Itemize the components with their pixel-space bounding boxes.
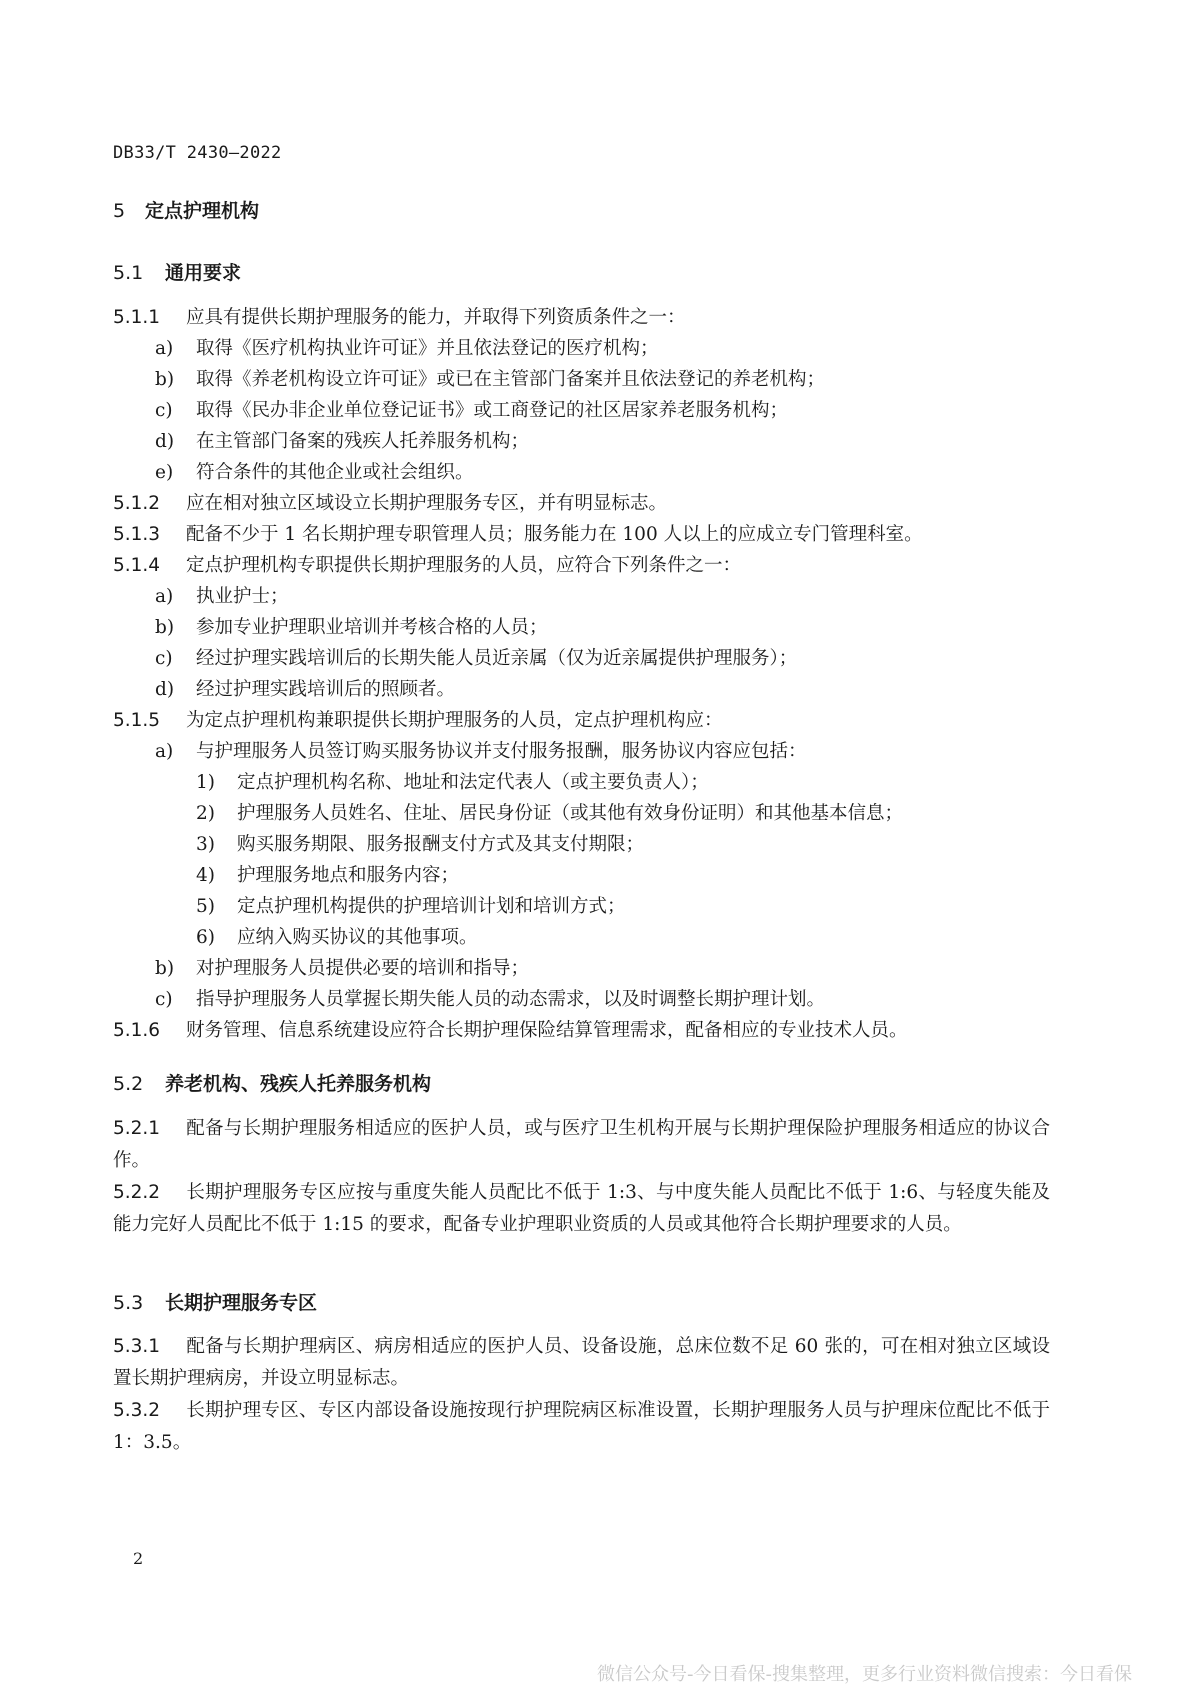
clause-5-1-3 xyxy=(113,519,923,550)
list-text: 经过护理实践培训后的长期失能人员近亲属（仅为近亲属提供护理服务）； xyxy=(196,648,798,669)
clause-5-2-1 xyxy=(113,1113,1050,1177)
list-item xyxy=(155,984,825,1015)
list-text: 取得《养老机构设立许可证》或已在主管部门备案并且依法登记的养老机构； xyxy=(196,369,826,390)
list-item xyxy=(155,643,797,674)
list-text: 与护理服务人员签订购买服务协议并支付服务报酬，服务协议内容应包括： xyxy=(196,741,807,762)
clause-text: 财务管理、信息系统建设应符合长期护理保险结算管理需求，配备相应的专业技术人员。 xyxy=(186,1020,908,1041)
clause-number: 5.1.1 xyxy=(113,307,161,328)
list-text: 护理服务人员姓名、住址、居民身份证（或其他有效身份证明）和其他基本信息； xyxy=(237,803,904,824)
sub-list-item xyxy=(196,891,626,922)
list-text: 符合条件的其他企业或社会组织。 xyxy=(196,462,474,483)
section-number: 5.1 xyxy=(113,262,144,284)
list-marker: a) xyxy=(155,741,174,762)
list-marker: 4) xyxy=(196,865,215,886)
clause-5-3-1 xyxy=(113,1331,1050,1395)
list-marker: a) xyxy=(155,586,174,607)
sub-list-item xyxy=(196,767,709,798)
list-item xyxy=(155,457,474,488)
sub-list-item xyxy=(196,860,459,891)
section-title: 长期护理服务专区 xyxy=(165,1292,318,1314)
clause-5-1-5 xyxy=(113,705,723,736)
section-number: 5.3 xyxy=(113,1292,144,1314)
clause-5-1-1 xyxy=(113,302,686,333)
clause-number: 5.1.2 xyxy=(113,493,161,514)
page-number: 2 xyxy=(133,1549,144,1568)
list-text: 定点护理机构提供的护理培训计划和培训方式； xyxy=(237,896,626,917)
clause-text: 应具有提供长期护理服务的能力，并取得下列资质条件之一： xyxy=(186,307,686,328)
clause-number: 5.1.5 xyxy=(113,710,161,731)
list-item xyxy=(155,674,455,705)
section-title: 通用要求 xyxy=(165,262,242,284)
section-5-1-heading xyxy=(113,258,241,285)
clause-5-1-4 xyxy=(113,550,741,581)
clause-number: 5.3.2 xyxy=(113,1400,161,1421)
clause-5-2-2 xyxy=(113,1177,1050,1241)
list-marker: 3) xyxy=(196,834,215,855)
clause-5-1-2 xyxy=(113,488,667,519)
list-marker: c) xyxy=(155,648,173,669)
clause-number: 5.1.4 xyxy=(113,555,161,576)
list-text: 取得《民办非企业单位登记证书》或工商登记的社区居家养老服务机构； xyxy=(196,400,789,421)
sub-list-item xyxy=(196,922,478,953)
section-5-2-heading xyxy=(113,1069,431,1096)
list-item xyxy=(155,426,529,457)
clause-text: 长期护理服务专区应按与重度失能人员配比不低于 1:3、与中度失能人员配比不低于 1:6、与轻度失能及能力完好人员配比不低于 1:15 的要求，配备专业护理职业资质的人员或其他符合长期护理要求的人员。 xyxy=(113,1182,1050,1235)
list-item xyxy=(155,581,289,612)
list-text: 定点护理机构名称、地址和法定代表人（或主要负责人）； xyxy=(237,772,709,793)
section-number: 5.2 xyxy=(113,1073,144,1095)
list-text: 取得《医疗机构执业许可证》并且依法登记的医疗机构； xyxy=(196,338,659,359)
clause-text: 配备与长期护理病区、病房相适应的医护人员、设备设施，总床位数不足 60 张的，可在相对独立区域设置长期护理病房，并设立明显标志。 xyxy=(113,1336,1050,1389)
list-text: 购买服务期限、服务报酬支付方式及其支付期限； xyxy=(237,834,645,855)
list-text: 护理服务地点和服务内容； xyxy=(237,865,460,886)
list-text: 应纳入购买协议的其他事项。 xyxy=(237,927,478,948)
list-marker: d) xyxy=(155,431,175,452)
clause-text: 配备不少于 1 名长期护理专职管理人员；服务能力在 100 人以上的应成立专门管理科室。 xyxy=(186,524,923,545)
clause-text: 定点护理机构专职提供长期护理服务的人员，应符合下列条件之一： xyxy=(186,555,742,576)
watermark-text: 微信公众号-今日看保-搜集整理，更多行业资料微信搜索：今日看保 xyxy=(597,1664,1132,1685)
section-title: 养老机构、残疾人托养服务机构 xyxy=(165,1073,432,1095)
list-text: 执业护士； xyxy=(196,586,289,607)
document-code: DB33/T 2430—2022 xyxy=(113,143,282,163)
clause-5-1-6 xyxy=(113,1015,908,1046)
list-marker: d) xyxy=(155,679,175,700)
list-item xyxy=(155,364,825,395)
list-marker: e) xyxy=(155,462,174,483)
clause-5-3-2 xyxy=(113,1395,1050,1459)
list-text: 在主管部门备案的残疾人托养服务机构； xyxy=(196,431,530,452)
clause-text: 应在相对独立区域设立长期护理服务专区，并有明显标志。 xyxy=(186,493,668,514)
section-number: 5 xyxy=(113,200,126,222)
list-item xyxy=(155,953,529,984)
clause-number: 5.3.1 xyxy=(113,1336,161,1357)
clause-number: 5.2.1 xyxy=(113,1118,161,1139)
list-item xyxy=(155,612,548,643)
clause-number: 5.2.2 xyxy=(113,1182,161,1203)
list-item xyxy=(155,736,807,767)
list-marker: c) xyxy=(155,989,173,1010)
clause-number: 5.1.3 xyxy=(113,524,161,545)
clause-number: 5.1.6 xyxy=(113,1020,161,1041)
list-marker: b) xyxy=(155,958,175,979)
list-marker: b) xyxy=(155,369,175,390)
list-text: 经过护理实践培训后的照顾者。 xyxy=(196,679,456,700)
section-5-3-heading xyxy=(113,1288,317,1315)
list-text: 指导护理服务人员掌握长期失能人员的动态需求，以及时调整长期护理计划。 xyxy=(196,989,826,1010)
clause-text: 长期护理专区、专区内部设备设施按现行护理院病区标准设置，长期护理服务人员与护理床位配比不低于 1：3.5。 xyxy=(113,1400,1050,1453)
clause-text: 配备与长期护理服务相适应的医护人员，或与医疗卫生机构开展与长期护理保险护理服务相适应的协议合作。 xyxy=(113,1118,1050,1171)
list-marker: b) xyxy=(155,617,175,638)
sub-list-item xyxy=(196,798,903,829)
list-text: 参加专业护理职业培训并考核合格的人员； xyxy=(196,617,548,638)
list-marker: 6) xyxy=(196,927,215,948)
list-marker: 1) xyxy=(196,772,215,793)
sub-list-item xyxy=(196,829,644,860)
list-marker: c) xyxy=(155,400,173,421)
list-item xyxy=(155,333,659,364)
list-marker: 5) xyxy=(196,896,215,917)
list-marker: 2) xyxy=(196,803,215,824)
section-title: 定点护理机构 xyxy=(145,200,260,222)
list-marker: a) xyxy=(155,338,174,359)
section-5-heading xyxy=(113,196,259,223)
list-item xyxy=(155,395,788,426)
clause-text: 为定点护理机构兼职提供长期护理服务的人员，定点护理机构应： xyxy=(186,710,723,731)
list-text: 对护理服务人员提供必要的培训和指导； xyxy=(196,958,530,979)
